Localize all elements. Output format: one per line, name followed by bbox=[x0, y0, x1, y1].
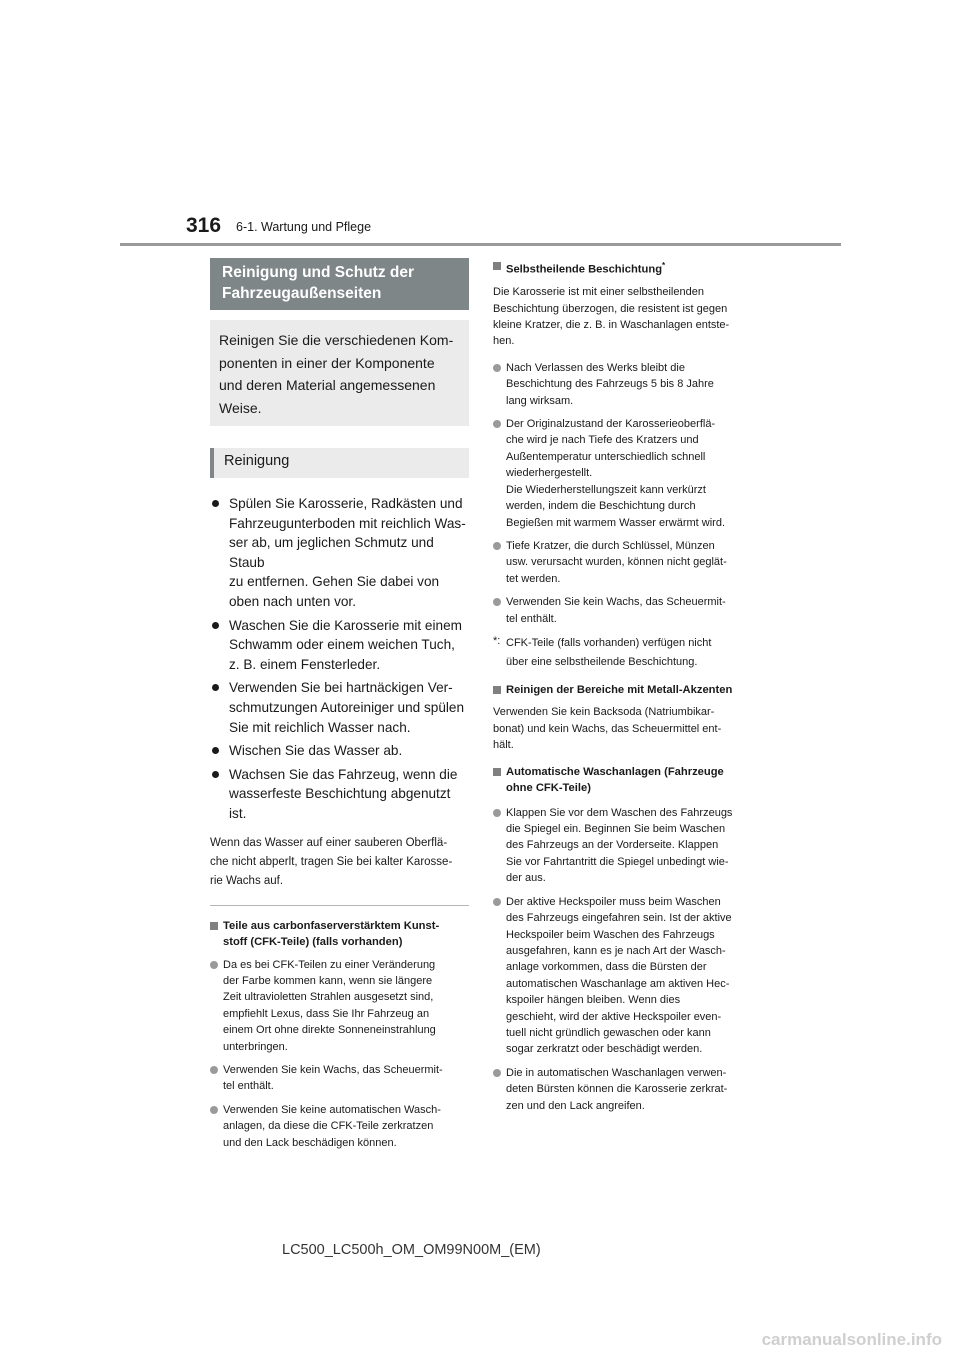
text-line: ohne CFK-Teile) bbox=[506, 782, 591, 795]
bullet-icon bbox=[493, 364, 501, 372]
text-line: zen und den Lack angreifen. bbox=[506, 1099, 645, 1112]
text-line: wiederhergestellt. bbox=[506, 467, 593, 480]
list-item bbox=[493, 894, 751, 1058]
text-line: hen. bbox=[493, 335, 515, 348]
list-item bbox=[493, 805, 751, 887]
text-line: tel enthält. bbox=[506, 612, 557, 625]
text-line: tel enthält. bbox=[223, 1080, 274, 1093]
cfk-heading bbox=[210, 918, 469, 951]
square-bullet-icon bbox=[493, 262, 501, 270]
list-item bbox=[493, 1065, 751, 1114]
text-line: des Fahrzeugs eingefahren sein. Ist der aktive bbox=[506, 912, 732, 925]
text-line: sogar zerkratzt oder beschädigt werden. bbox=[506, 1043, 703, 1056]
intro-line: und deren Material angemessenen bbox=[219, 377, 436, 393]
divider bbox=[210, 905, 469, 906]
right-column bbox=[493, 258, 751, 1121]
cfk-list bbox=[210, 957, 469, 1151]
section-title: 6-1. Wartung und Pflege bbox=[236, 220, 372, 234]
text-line: Sie mit reichlich Wasser nach. bbox=[229, 719, 411, 735]
text-line: hält. bbox=[493, 739, 514, 752]
text-line: Nach Verlassen des Werks bleibt die bbox=[506, 361, 685, 374]
list-item bbox=[493, 416, 751, 531]
bullet-icon bbox=[212, 747, 219, 754]
metal-text bbox=[493, 704, 751, 753]
text-line: automatischen Waschanlage am aktiven Hec- bbox=[506, 977, 730, 990]
text-line: Wischen Sie das Wasser ab. bbox=[229, 743, 403, 759]
wax-note bbox=[210, 834, 469, 891]
header-rule bbox=[120, 243, 841, 246]
text-line: und den Lack beschädigen können. bbox=[223, 1136, 397, 1149]
list-item bbox=[210, 494, 469, 612]
intro-line: ponenten in einer der Komponente bbox=[219, 354, 435, 371]
subsection-title: Reinigung bbox=[210, 448, 469, 478]
text-line: che wird je nach Tiefe des Kratzers und bbox=[506, 434, 699, 447]
text-line: über eine selbstheilende Beschichtung. bbox=[506, 655, 698, 668]
text-line: Spülen Sie Karosserie, Radkästen und bbox=[229, 496, 463, 511]
text-line: der aus. bbox=[506, 872, 546, 885]
self-heal-list bbox=[493, 360, 751, 627]
text-line: unterbringen. bbox=[223, 1040, 288, 1053]
bullet-icon bbox=[493, 1069, 501, 1077]
bullet-icon bbox=[212, 771, 219, 778]
text-line: Selbstheilende Beschichtung bbox=[506, 263, 663, 276]
carwash-list bbox=[493, 805, 751, 1114]
text-line: Automatische Waschanlagen (Fahrzeuge bbox=[506, 765, 724, 778]
text-line: lang wirksam. bbox=[506, 394, 574, 407]
text-line: der Farbe kommen kann, wenn sie längere bbox=[223, 974, 433, 987]
text-line: z. B. einem Fensterleder. bbox=[229, 656, 381, 672]
text-line: des Fahrzeugs an der Vorderseite. Klappen bbox=[506, 839, 719, 852]
text-line: ser ab, um jeglichen Schmutz und Staub bbox=[229, 535, 434, 570]
intro-line: Reinigen Sie die verschiedenen Kom- bbox=[219, 332, 454, 348]
bullet-icon bbox=[493, 598, 501, 606]
text-line: che nicht abperlt, tragen Sie bei kalter Karosse- bbox=[210, 855, 453, 868]
text-line: Reinigen der Bereiche mit Metall-Akzenten bbox=[506, 683, 733, 696]
text-line: geschieht, wird der aktive Heckspoiler even- bbox=[506, 1010, 722, 1023]
page-header bbox=[0, 0, 960, 246]
footnote bbox=[493, 634, 751, 672]
list-item bbox=[210, 1062, 469, 1095]
list-item bbox=[493, 594, 751, 627]
topic-title-line: Reinigung und Schutz der bbox=[222, 264, 415, 281]
text-line: Der aktive Heckspoiler muss beim Waschen bbox=[506, 895, 721, 908]
text-line: Waschen Sie die Karosserie mit einem bbox=[229, 617, 462, 633]
text-line: Klappen Sie vor dem Waschen des Fahrzeugs bbox=[506, 806, 733, 819]
bullet-icon bbox=[210, 961, 218, 969]
page-number: 316 bbox=[186, 214, 222, 237]
text-line: Der Originalzustand der Karosserieoberflä- bbox=[506, 418, 716, 431]
text-line: CFK-Teile (falls vorhanden) verfügen nicht bbox=[506, 636, 712, 649]
document-code: LC500_LC500h_OM_OM99N00M_(EM) bbox=[282, 1242, 541, 1258]
text-line: Schwamm oder einem weichen Tuch, bbox=[229, 637, 455, 653]
bullet-icon bbox=[212, 622, 219, 629]
text-line: anlage vorkommen, dass die Bürsten der bbox=[506, 961, 707, 974]
bullet-icon bbox=[493, 809, 501, 817]
text-line: rie Wachs auf. bbox=[210, 874, 284, 887]
text-line: ist. bbox=[229, 805, 247, 821]
list-item bbox=[210, 765, 469, 824]
bullet-icon bbox=[493, 420, 501, 428]
text-line: Teile aus carbonfaserverstärktem Kunst- bbox=[223, 919, 440, 932]
bullet-icon bbox=[210, 1066, 218, 1074]
text-line: zu entfernen. Gehen Sie dabei von bbox=[229, 574, 440, 590]
topic-intro-box bbox=[210, 320, 469, 426]
bullet-icon bbox=[212, 500, 219, 507]
text-line: schmutzungen Autoreiniger und spülen bbox=[229, 699, 465, 715]
text-line: tuell nicht gründlich gewaschen oder kann bbox=[506, 1026, 711, 1039]
text-line: die Spiegel ein. Beginnen Sie beim Waschen bbox=[506, 823, 726, 836]
text-line: Zeit ultravioletten Strahlen ausgesetzt sind, bbox=[223, 991, 434, 1004]
footnote-marker: *: bbox=[493, 634, 501, 647]
text-line: Begießen mit warmem Wasser erwärmt wird. bbox=[506, 516, 726, 529]
text-line: ausgefahren, kann es je nach Art der Wasch- bbox=[506, 944, 726, 957]
text-line: Heckspoiler beim Waschen des Fahrzeugs bbox=[506, 928, 715, 941]
list-item bbox=[210, 678, 469, 737]
text-line: tet werden. bbox=[506, 572, 561, 585]
bullet-icon bbox=[493, 542, 501, 550]
text-line: einem Ort ohne direkte Sonneneinstrahlung bbox=[223, 1024, 436, 1037]
text-line: empfiehlt Lexus, dass Sie Ihr Fahrzeug an bbox=[223, 1007, 430, 1020]
text-line: Beschichtung überzogen, die resistent ist gegen bbox=[493, 302, 728, 315]
text-line: oben nach unten vor. bbox=[229, 593, 356, 609]
intro-line: Weise. bbox=[219, 399, 262, 416]
text-line: wasserfeste Beschichtung abgenutzt bbox=[229, 786, 451, 802]
text-line: stoff (CFK-Teile) (falls vorhanden) bbox=[223, 936, 403, 948]
text-line: Die Wiederherstellungszeit kann verkürzt bbox=[506, 483, 706, 496]
text-line: Da es bei CFK-Teilen zu einer Veränderung bbox=[223, 958, 436, 971]
metal-heading bbox=[493, 682, 751, 699]
text-line: anlagen, da diese die CFK-Teile zerkratzen bbox=[223, 1120, 434, 1133]
text-line: Verwenden Sie kein Wachs, das Scheuermit- bbox=[223, 1063, 443, 1076]
text-line: Tiefe Kratzer, die durch Schlüssel, Münzen bbox=[506, 539, 715, 552]
text-line: Wenn das Wasser auf einer sauberen Oberflä- bbox=[210, 836, 448, 849]
list-item bbox=[493, 360, 751, 409]
left-column bbox=[210, 258, 469, 1158]
text-line: Die Karosserie ist mit einer selbstheilenden bbox=[493, 286, 704, 299]
text-line: Verwenden Sie bei hartnäckigen Ver- bbox=[229, 680, 453, 696]
list-item bbox=[210, 616, 469, 675]
topic-title-line: Fahrzeugaußenseiten bbox=[222, 285, 382, 302]
text-line: kleine Kratzer, die z. B. in Waschanlagen entste- bbox=[493, 319, 730, 332]
watermark: carmanualsonline.info bbox=[761, 1330, 942, 1349]
text-line: Beschichtung des Fahrzeugs 5 bis 8 Jahre bbox=[506, 378, 714, 391]
list-item bbox=[210, 1102, 469, 1151]
list-item bbox=[210, 957, 469, 1055]
topic-title-box bbox=[210, 258, 469, 310]
square-bullet-icon bbox=[493, 686, 501, 694]
bullet-icon bbox=[212, 684, 219, 691]
self-heal-heading bbox=[493, 258, 751, 278]
text-line: deten Bürsten können die Karosserie zerkrat- bbox=[506, 1083, 728, 1096]
carwash-heading bbox=[493, 764, 751, 797]
text-line: kspoiler hängen bleiben. Wenn dies bbox=[506, 994, 681, 1007]
bullet-icon bbox=[210, 1106, 218, 1114]
self-heal-intro bbox=[493, 284, 751, 350]
list-item bbox=[210, 741, 469, 761]
text-line: Verwenden Sie keine automatischen Wasch- bbox=[223, 1103, 441, 1116]
text-line: Außentemperatur unterschiedlich schnell bbox=[506, 450, 706, 463]
text-line: Fahrzeugunterboden mit reichlich Was- bbox=[229, 515, 466, 531]
cleaning-steps-list bbox=[210, 494, 469, 824]
list-item bbox=[493, 538, 751, 587]
text-line: Sie vor Fahrtantritt die Spiegel unbedingt wie- bbox=[506, 855, 729, 868]
footnote-marker: * bbox=[662, 261, 666, 270]
text-line: Wachsen Sie das Fahrzeug, wenn die bbox=[229, 766, 458, 782]
text-line: Verwenden Sie kein Backsoda (Natriumbikar- bbox=[493, 706, 715, 719]
text-line: werden, indem die Beschichtung durch bbox=[506, 500, 696, 513]
square-bullet-icon bbox=[493, 768, 501, 776]
text-line: Die in automatischen Waschanlagen verwen- bbox=[506, 1066, 727, 1079]
text-line: usw. verursacht wurden, können nicht geglät- bbox=[506, 556, 727, 569]
text-line: bonat) und kein Wachs, das Scheuermittel ent- bbox=[493, 722, 722, 735]
bullet-icon bbox=[493, 898, 501, 906]
text-line: Verwenden Sie kein Wachs, das Scheuermit- bbox=[506, 596, 726, 609]
square-bullet-icon bbox=[210, 922, 218, 930]
